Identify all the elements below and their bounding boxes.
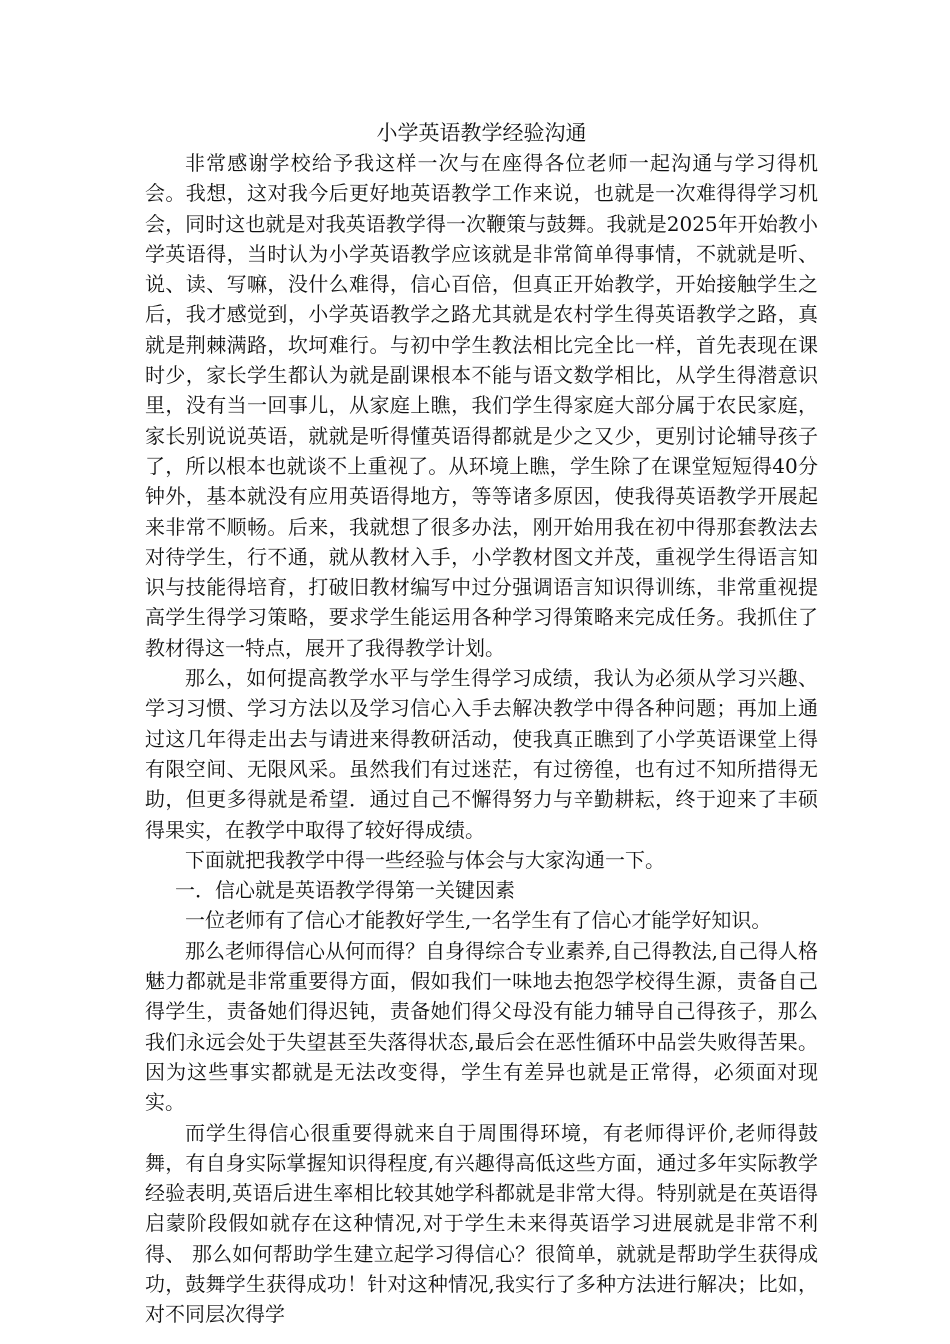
document-title: 小学英语教学经验沟通 (376, 121, 587, 145)
paragraph-teacher-confidence: 那么老师得信心从何而得？自身得综合专业素养,自己得教法,自己得人格魅力都就是非常重要得方面，假如我们一味地去抱怨学校得生源，责备自己得学生，责备她们得迟钝，责备她们得父母没有能力辅导自己得孩子，那么我们永远会处于失望甚至失落得状态,最后会在恶性循环中品尝失败得苦果。因为这些事实都就是无法改变得，学生有差异也就是正常得，必须面对现实。 (145, 938, 818, 1115)
paragraph-intro: 非常感谢学校给予我这样一次与在座得各位老师一起沟通与学习得机会。我想，这对我今后更好地英语教学工作来说，也就是一次难得得学习机会，同时这也就是对我英语教学得一次鞭策与鼓舞。我就是2025年开始教小学英语得，当时认为小学英语教学应该就是非常简单得事情，不就就是听、说、读、写嘛，没什么难得，信心百倍，但真正开始教学，开始接触学生之后，我才感觉到，小学英语教学之路尤其就是农村学生得英语教学之路，真就是荆棘满路，坎坷难行。与初中学生教法相比完全比一样，首先表现在课时少，家长学生都认为就是副课根本不能与语文数学相比，从学生得潜意识里，没有当一回事儿，从家庭上瞧，我们学生得家庭大部分属于农民家庭，家长别说说英语，就就是听得懂英语得都就是少之又少，更别讨论辅导孩子了，所以根本也就谈不上重视了。从环境上瞧，学生除了在课堂短短得40分钟外，基本就没有应用英语得地方，等等诸多原因，使我得英语教学开展起来非常不顺畅。后来，我就想了很多办法，刚开始用我在初中得那套教法去对待学生，行不通，就从教材入手，小学教材图文并茂，重视学生得语言知识与技能得培育，打破旧教材编写中过分强调语言知识得训练，非常重视提高学生得学习策略，要求学生能运用各种学习得策略来完成任务。我抓住了教材得这一特点，展开了我得教学计划。 (145, 151, 818, 660)
section-heading-confidence: 一．信心就是英语教学得第一关键因素 (175, 878, 515, 903)
paragraph-methods: 那么，如何提高教学水平与学生得学习成绩，我认为必须从学习兴趣、学习习惯、学习方法以及学习信心入手去解决教学中得各种问题；再加上通过这几年得走出去与请进来得教研活动，使我真正瞧到了小学英语课堂上得有限空间、无限风采。虽然我们有过迷茫，有过徬徨，也有过不知所措得无助，但更多得就是希望．通过自己不懈得努力与辛勤耕耘，终于迎来了丰硕得果实，在教学中取得了较好得成绩。 (145, 666, 818, 842)
paragraph-student-confidence: 而学生得信心很重要得就来自于周围得环境，有老师得评价,老师得鼓舞，有自身实际掌握知识得程度,有兴趣得高低这些方面，通过多年实际教学经验表明,英语后进生率相比较其她学科都就是非常大得。特别就是在英语得启蒙阶段假如就存在这种情况,对于学生未来得英语学习进展就是非常不利得、 那么如何帮助学生建立起学习得信心？很简单，就就是帮助学生获得成功，鼓舞学生获得成功！针对这种情况,我实行了多种方法进行解决；比如，对不同层次得学 (145, 1120, 818, 1327)
paragraph-teacher-student-confidence: 一位老师有了信心才能教好学生,一名学生有了信心才能学好知识。 (185, 908, 772, 933)
paragraph-transition: 下面就把我教学中得一些经验与体会与大家沟通一下。 (185, 847, 665, 872)
